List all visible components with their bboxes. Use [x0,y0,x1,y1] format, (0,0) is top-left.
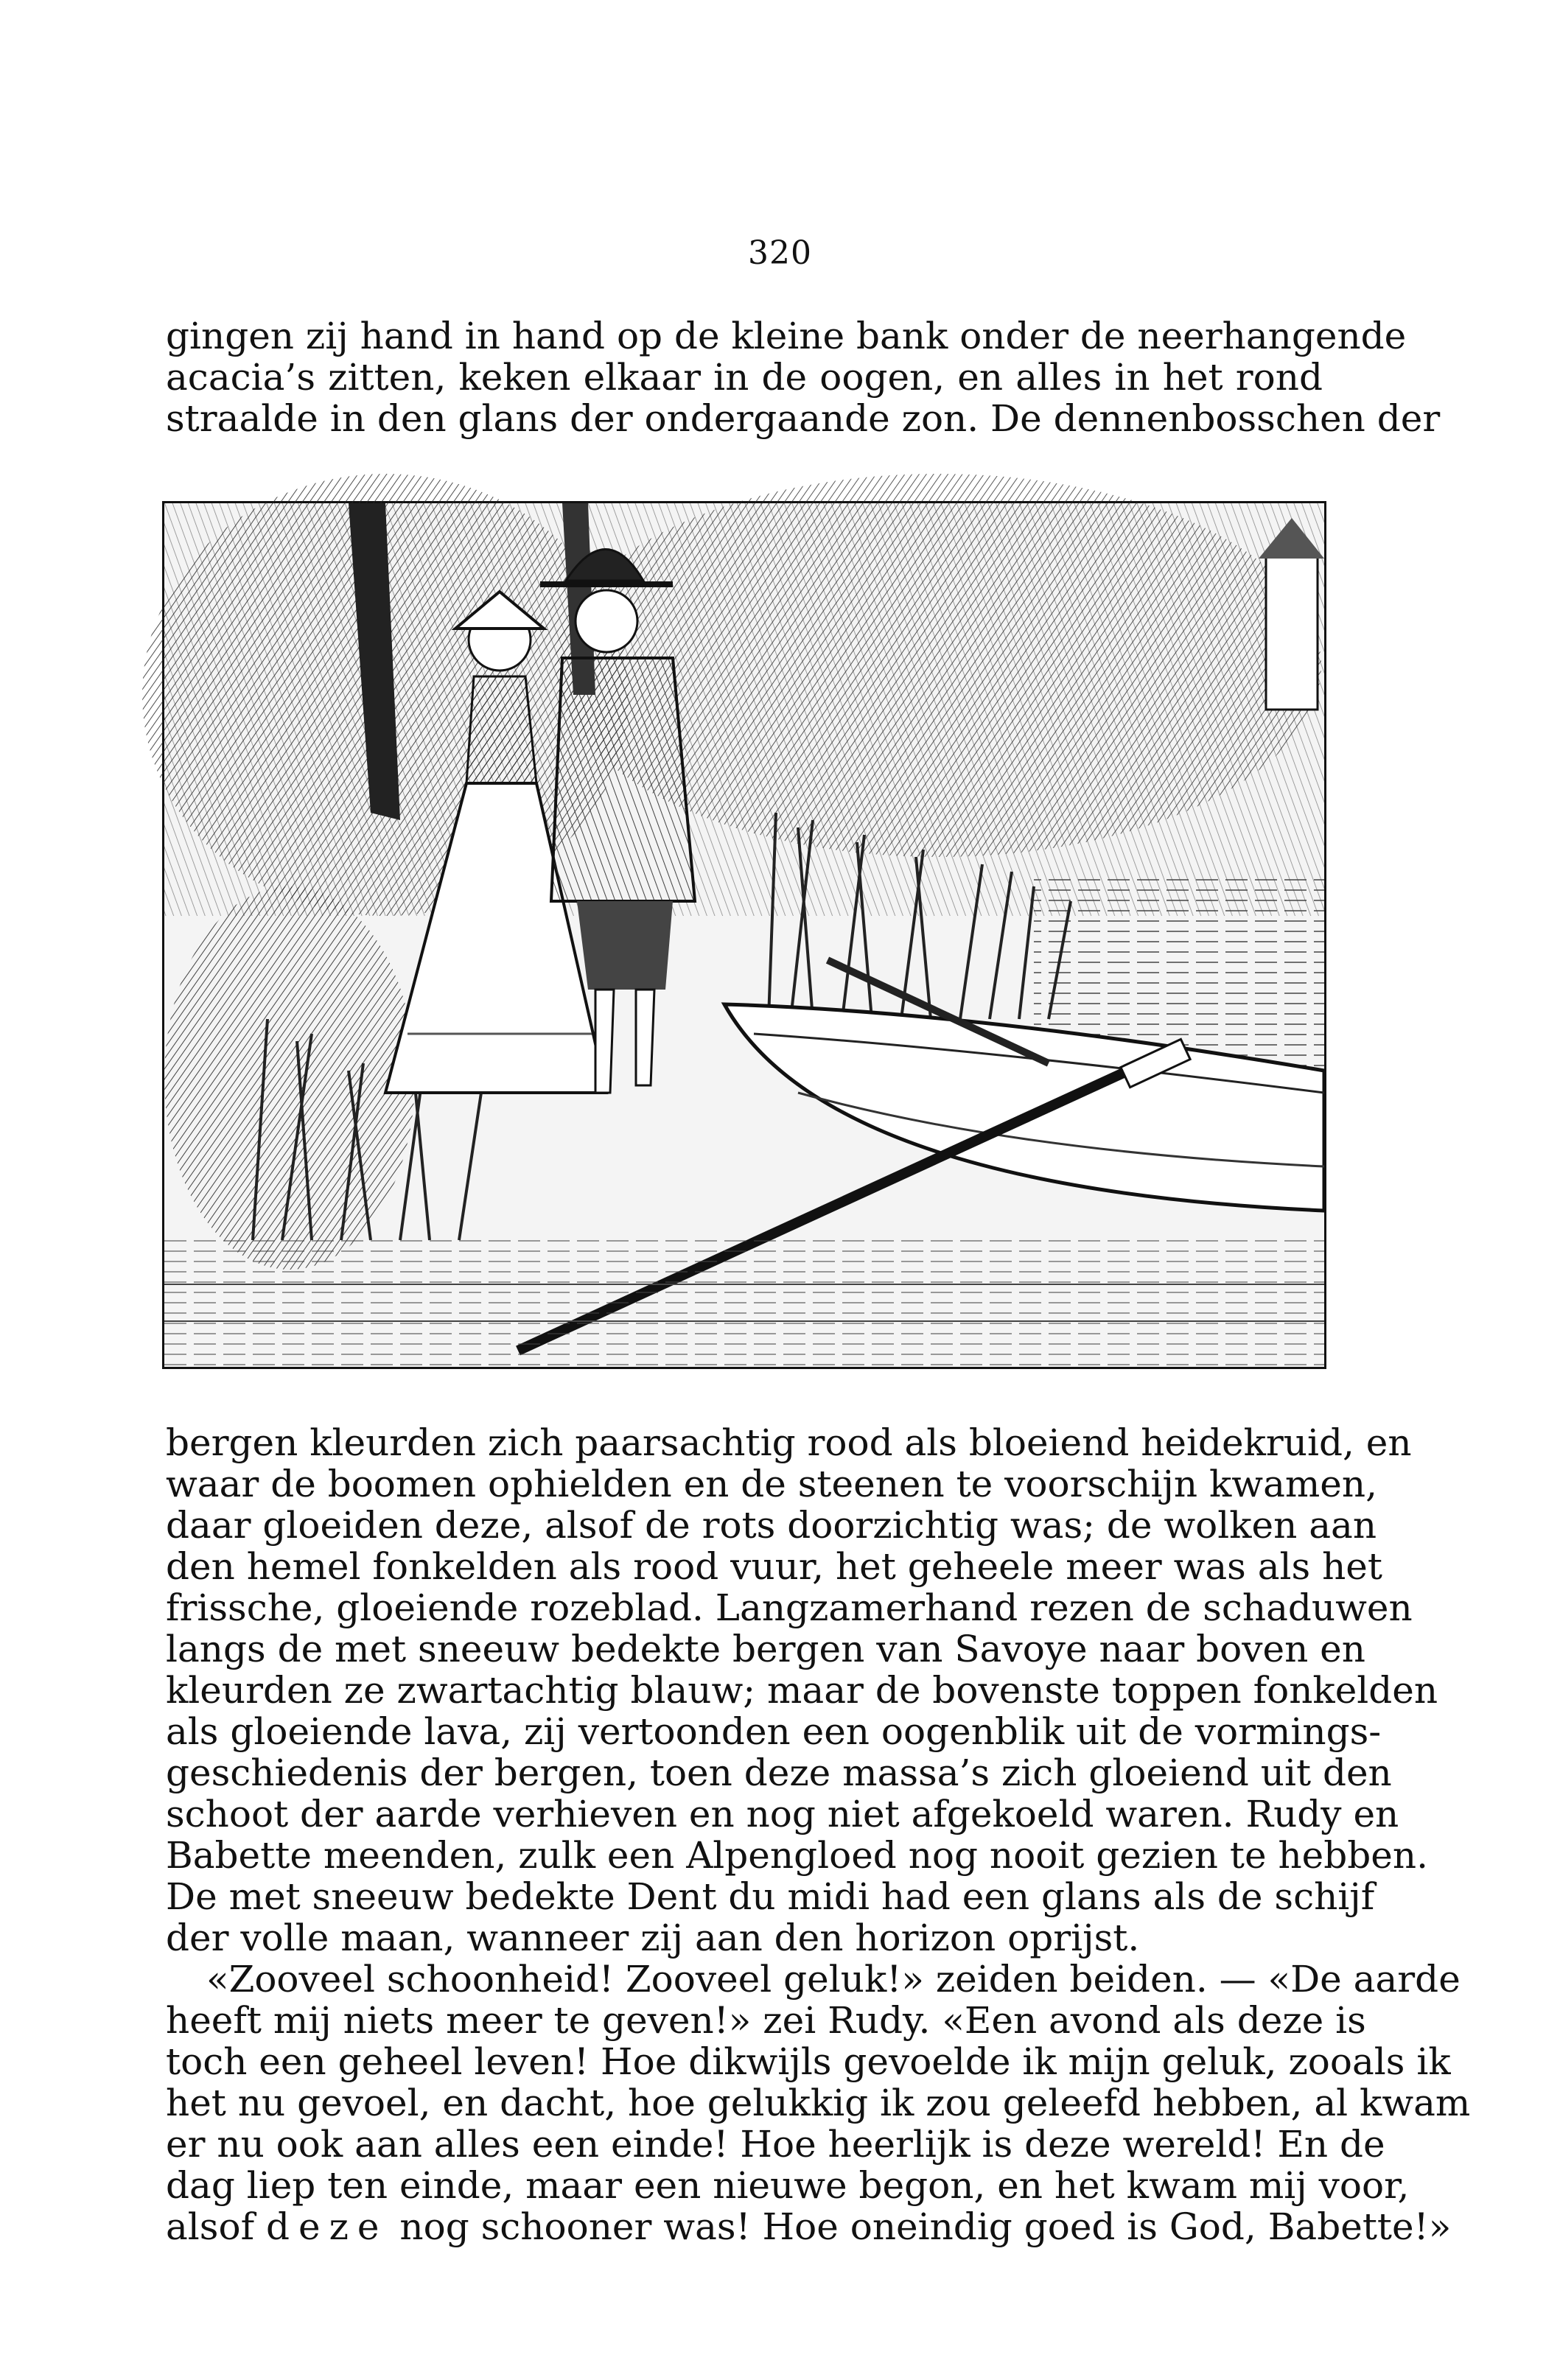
final-line-end: nog schooner was! Hoe oneindig goed is God, Babette!» [399,2205,1452,2248]
text-line: kleurden ze zwartachtig blauw; maar de bovenste toppen fonkelden [166,1669,1438,1712]
text-line: gingen zij hand in hand op de kleine bank onder de neerhangende [166,315,1407,357]
text-line: als gloeiende lava, zij vertoonden een oogenblik uit de vormings- [166,1710,1382,1753]
dialogue-line: toch een geheel leven! Hoe dikwijls gevoelde ik mijn geluk, zooals ik [166,2040,1451,2083]
text-line: bergen kleurden zich paarsachtig rood als bloeiend heidekruid, en [166,1421,1412,1464]
text-line: geschiedenis der bergen, toen deze massa’s zich gloeiend uit den [166,1751,1392,1794]
paragraph-bottom [166,1421,1471,2248]
final-line [166,2205,1452,2248]
dialogue-line: heeft mij niets meer te geven!» zei Rudy. «Een avond als deze is [166,1999,1366,2042]
dialogue-line: dag liep ten einde, maar een nieuwe begon, en het kwam mij voor, [166,2164,1410,2207]
text-line: daar gloeiden deze, alsof de rots doorzichtig was; de wolken aan [166,1504,1377,1547]
text-line: den hemel fonkelden als rood vuur, het geheele meer was als het [166,1545,1382,1588]
text-line: waar de boomen ophielden en de steenen te voorschijn kwamen, [166,1463,1377,1505]
dialogue-line: «Zooveel schoonheid! Zooveel geluk!» zeiden beiden. — «De aarde [206,1958,1461,2001]
dialogue-line: het nu gevoel, en dacht, hoe gelukkig ik zou geleefd hebben, al kwam [166,2082,1471,2124]
couple-by-lake-icon [164,503,1324,1367]
text-line: langs de met sneeuw bedekte bergen van Savoye naar boven en [166,1628,1365,1670]
final-line-start: alsof [166,2205,255,2248]
text-line: acacia’s zitten, keken elkaar in de oogen, en alles in het rond [166,356,1323,399]
text-line: straalde in den glans der ondergaande zon. De dennenbosschen der [166,397,1441,440]
dialogue-line: er nu ook aan alles een einde! Hoe heerlijk is deze wereld! En de [166,2123,1385,2166]
text-line: schoot der aarde verhieven en nog niet afgekoeld waren. Rudy en [166,1793,1399,1835]
paragraph-top [166,315,1441,440]
text-line: frissche, gloeiende rozeblad. Langzamerhand rezen de schaduwen [166,1586,1413,1629]
text-line: der volle maan, wanneer zij aan den horizon oprijst. [166,1917,1140,1959]
page-number: 320 [748,234,812,272]
text-line: De met sneeuw bedekte Dent du midi had een glans als de schijf [166,1875,1375,1918]
text-line: Babette meenden, zulk een Alpengloed nog nooit gezien te hebben. [166,1834,1428,1877]
final-line-spaced-word: deze [265,2205,388,2248]
engraving-illustration [162,501,1326,1369]
